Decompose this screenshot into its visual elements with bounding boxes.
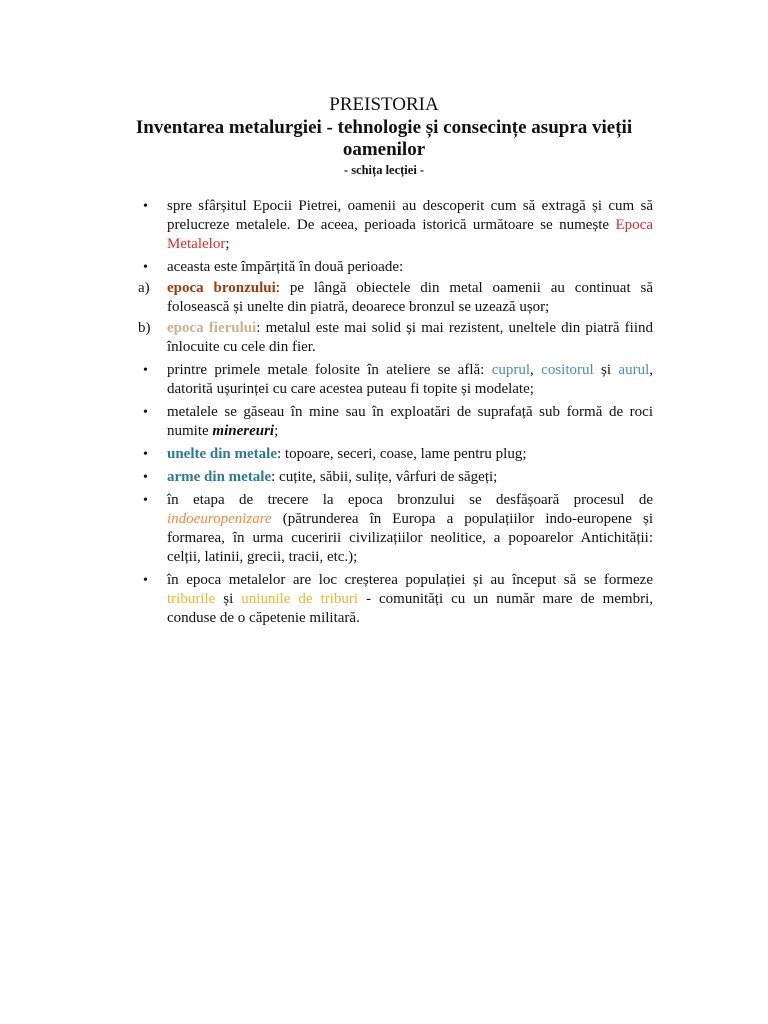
bullet-marker <box>143 491 165 510</box>
highlighted-term: epoca bronzului <box>167 280 276 296</box>
item-text: - comunități cu un număr mare de membri, conduse de o căpetenie militară. <box>167 591 653 626</box>
lesson-outline-list <box>138 197 654 632</box>
list-item <box>143 258 653 277</box>
letter-marker: a) <box>138 280 150 296</box>
list-item <box>138 319 654 357</box>
highlighted-term: cuprul <box>491 362 531 378</box>
item-text: în etapa de trecere la epoca bronzului se desfășoară procesul de <box>167 492 653 508</box>
bullet-marker <box>143 571 165 590</box>
item-text: și <box>593 362 619 378</box>
bullet-marker <box>143 445 165 464</box>
list-item <box>143 491 653 567</box>
highlighted-term: arme din metale <box>167 469 272 485</box>
item-text: metalele se găseau în mine sau în exploatări de suprafață sub formă de roci numite <box>167 404 653 439</box>
document-header <box>0 94 768 178</box>
highlighted-term: triburile <box>167 591 216 607</box>
bullet-marker <box>143 403 165 422</box>
list-item <box>138 279 653 317</box>
highlighted-term: indoeuropenizare <box>167 511 272 527</box>
bullet-marker <box>143 197 165 216</box>
item-text: : pe lângă obiectele din metal oamenii au continuat să folosească și unelte din piatră, deoarece bronzul se uzează ușor; <box>167 280 653 315</box>
highlighted-term: Epoca Metalelor <box>167 217 653 252</box>
list-item <box>143 468 653 487</box>
list-item <box>143 445 653 464</box>
item-text: , datorită ușurinței cu care acestea puteau fi topite și modelate; <box>167 362 653 397</box>
list-item <box>143 361 653 399</box>
item-text: în epoca metalelor are loc creșterea populației și au început să se formeze <box>167 572 653 588</box>
highlighted-term: minereuri <box>212 423 275 439</box>
page-title: PREISTORIA <box>329 94 439 115</box>
subtitle-line-1: Inventarea metalurgiei - tehnologie și consecințe asupra vieții <box>135 117 633 138</box>
list-item <box>143 197 653 254</box>
highlighted-term: unelte din metale <box>167 446 277 462</box>
item-text: și <box>215 591 242 607</box>
bullet-marker <box>143 468 165 487</box>
page-subtitle <box>0 117 768 161</box>
item-text: (pătrunderea în Europa a populațiilor indo-europene și formarea, în urma cuceririi civilizațiilor neolitice, a popoarelor Antichității: celții, latinii, grecii, tracii, etc.); <box>167 511 653 565</box>
item-text: , <box>530 362 542 378</box>
highlighted-term: cositorul <box>541 362 594 378</box>
letter-marker: b) <box>138 320 151 336</box>
item-text: : metalul este mai solid și mai rezistent, uneltele din piatră fiind înlocuite cu cele din fier. <box>167 320 654 355</box>
highlighted-term: uniunile de triburi <box>241 591 359 607</box>
item-text: ; <box>274 423 279 439</box>
item-text: : cuțite, săbii, sulițe, vârfuri de săgeți; <box>271 469 498 485</box>
bullet-marker <box>143 361 165 380</box>
item-text: : topoare, seceri, coase, lame pentru plug; <box>277 446 527 462</box>
item-text: printre primele metale folosite în ateliere se află: <box>167 362 492 378</box>
highlighted-term: aurul <box>618 362 650 378</box>
highlighted-term: epoca fierului <box>167 320 257 336</box>
lesson-note: - schița lecției - <box>343 163 425 177</box>
subtitle-line-2: oamenilor <box>342 139 426 160</box>
item-text: spre sfârșitul Epocii Pietrei, oamenii au descoperit cum să extragă și cum să prelucreze metalele. De aceea, perioada istorică următoare se numește <box>167 198 653 233</box>
list-item <box>143 571 653 628</box>
item-text: ; <box>225 236 230 252</box>
list-item <box>143 403 653 441</box>
bullet-marker <box>143 258 165 277</box>
item-text: aceasta este împărțită în două perioade: <box>167 259 404 275</box>
